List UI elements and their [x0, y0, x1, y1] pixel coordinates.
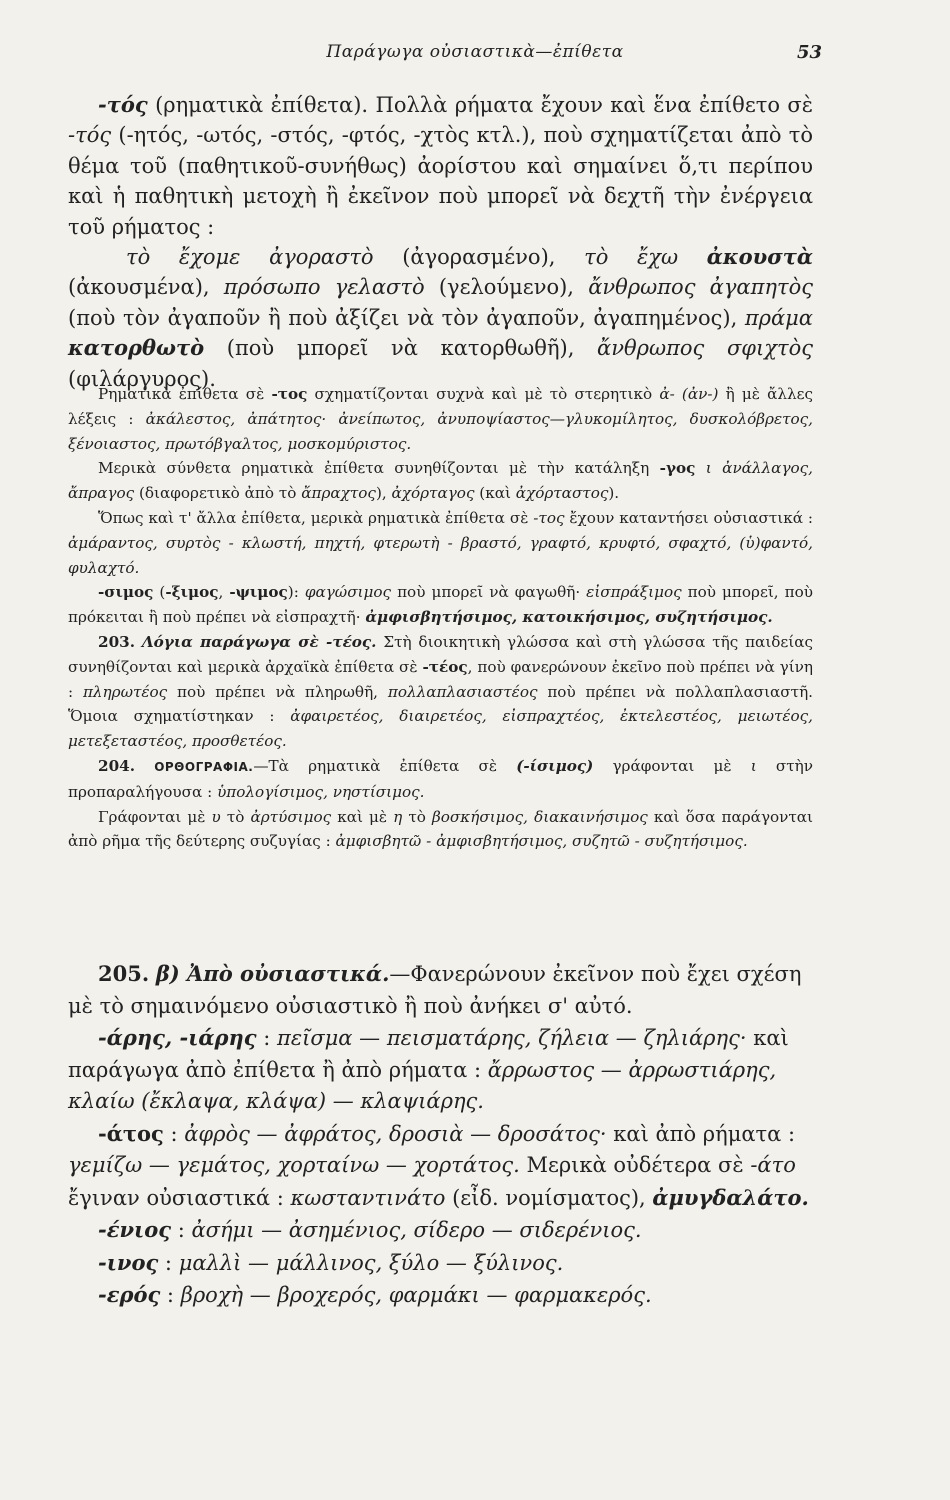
paragraph-nominalized: Ὅπως καὶ τ' ἄλλα ἐπίθετα, μερικὰ ρηματικὰ ἐπίθετα σὲ -τος ἔχουν καταντήσει οὐσιαστικά : ἀμάραντος, συρτὸς - κλωστή, πηχτή, φτερωτὴ - βραστό, γραφτό, κρυφτό, σφαχτό, (ὑ)φαντό, φυλαχτό.: [68, 508, 813, 577]
section-number: 204.: [98, 756, 135, 775]
section-number: 203.: [98, 632, 135, 651]
paragraph-verbal-adjectives: -τός (ρηματικὰ ἐπίθετα). Πολλὰ ρήματα ἔχουν καὶ ἕνα ἐπίθετο σὲ -τός (-ητός, -ωτός, -στός, -φτός, -χτὸς κτλ.), ποὺ σχηματίζεται ἀπὸ τὸ θέμα τοῦ (παθητικοῦ-συνήθως) ἀορίστου καὶ σημαίνει ὅ,τι περίπου καὶ ἡ παθητικὴ μετοχὴ ἢ ἐκεῖνον ποὺ μπορεῖ νὰ δεχτῆ τὴν ἐνέργεια τοῦ ρήματος :: [68, 92, 813, 239]
page-number: 53: [796, 42, 822, 63]
running-header: [0, 42, 950, 72]
paragraph-privative: Ρηματικὰ ἐπίθετα σὲ -τος σχηματίζονται συχνὰ καὶ μὲ τὸ στερητικὸ ἀ- (ἀν-) ἢ μὲ ἄλλες λέξεις : ἀκάλεστος, ἀπάτητος· ἀνείπωτος, ἀνυποψίαστος—γλυκομίλητος, δυσκολόβρετος, ξένοιαστος, πρωτόβγαλτος, μοσκομύριστος.: [68, 385, 814, 453]
paragraph-spelling: Γράφονται μὲ υ τὸ ἀρτύσιμος καὶ μὲ η τὸ βοσκήσιμος, διακαινήσιμος καὶ ὅσα παράγονται ἀπὸ ρῆμα τῆς δεύτερης συζυγίας : ἀμφισβητῶ - ἀμφισβητήσιμος, συζητῶ - συζητήσιμος.: [68, 807, 814, 851]
section-205: [68, 958, 813, 1312]
section-title: Λόγια παράγωγα σὲ -τέος.: [141, 632, 377, 651]
section-small-print: [68, 382, 813, 854]
running-title: Παράγωγα οὐσιαστικὰ—ἐπίθετα: [326, 42, 624, 62]
suffix-aris: -άρης, -ιάρης : πεῖσμα — πεισματάρης, ζήλεια — ζηλιάρης· καὶ παράγωγα ἀπὸ ἐπίθετα ἢ ἀπὸ ρήματα : ἄρρωστος — ἀρρωστιάρης, κλαίω (ἔκλαψα, κλάψα) — κλαψιάρης.: [68, 1025, 789, 1113]
section-number: 205.: [98, 961, 150, 986]
section-203: 203. Λόγια παράγωγα σὲ -τέος. Στὴ διοικητικὴ γλώσσα καὶ στὴ γλώσσα τῆς παιδείας συνηθίζονται καὶ μερικὰ ἀρχαϊκὰ ἐπίθετα σὲ -τέος, ποὺ φανερώνουν ἐκεῖνο ποὺ πρέπει νὰ γίνη : πληρωτέος ποὺ πρέπει νὰ πληρωθῆ, πολλαπλασιαστέος ποὺ πρέπει νὰ πολλαπλασιαστῆ. Ὅμοια σχηματίστηκαν : ἀφαιρετέος, διαιρετέος, εἰσπραχτέος, ἐκτελεστέος, μειωτέος, μετεξεταστέος, προσθετέος.: [68, 632, 814, 751]
suffix-atos: -άτος : ἀφρὸς — ἀφράτος, δροσιὰ — δροσάτος· καὶ ἀπὸ ρήματα : γεμίζω — γεμάτος, χορταίνω — χορτάτος. Μερικὰ οὐδέτερα σὲ -άτο ἔγιναν οὐσιαστικά : κωσταντινάτο (εἶδ. νομίσματος), ἀμυγδαλάτο.: [68, 1120, 809, 1210]
suffix-eros: -ερός : βροχὴ — βροχερός, φαρμάκι — φαρμακερός.: [98, 1282, 652, 1307]
paragraph-compound: Μερικὰ σύνθετα ρηματικὰ ἐπίθετα συνηθίζονται μὲ τὴν κατάληξη -γος ι ἀνάλλαγος, ἄπραγος (διαφορετικὸ ἀπὸ τὸ ἄπραχτος), ἀχόρταγος (καὶ ἀχόρταστος).: [68, 459, 813, 503]
section-top: [68, 90, 813, 394]
section-title: β) Ἀπὸ οὐσιαστικά.: [155, 961, 390, 986]
paragraph-simos: -σιμος (-ξιμος, -ψιμος): φαγώσιμος ποὺ μπορεῖ νὰ φαγωθῆ· εἰσπράξιμος ποὺ μπορεῖ, ποὺ πρόκειται ἢ ποὺ πρέπει νὰ εἰσπραχτῆ· ἀμφισβητήσιμος, κατοικήσιμος, συζητήσιμος.: [68, 583, 814, 627]
suffix-heading: -τός: [98, 92, 148, 117]
section-205-intro: 205. β) Ἀπὸ οὐσιαστικά.—Φανερώνουν ἐκεῖνον ποὺ ἔχει σχέση μὲ τὸ σημαινόμενο οὐσιαστικὸ ἢ ποὺ ἀνήκει σ' αὐτό.: [68, 961, 802, 1018]
suffix-inos: -ινος : μαλλὶ — μάλλινος, ξύλο — ξύλινος.: [98, 1249, 564, 1275]
section-204: 204. ΟΡΘΟΓΡΑΦΙΑ.—Τὰ ρηματικὰ ἐπίθετα σὲ (-ίσιμος) γράφονται μὲ ι στὴν προπαραλήγουσα : ὑπολογίσιμος, νηστίσιμος.: [68, 756, 813, 801]
suffix-enios: -ένιος : ἀσήμι — ἀσημένιος, σίδερο — σιδερένιος.: [98, 1217, 642, 1242]
section-title: ΟΡΘΟΓΡΑΦΙΑ.: [154, 759, 254, 774]
paragraph-examples: τὸ ἔχομε ἀγοραστὸ (ἀγορασμένο), τὸ ἔχω ἀκουστὰ (ἀκουσμένα), πρόσωπο γελαστὸ (γελούμενο), ἄνθρωπος ἀγαπητὸς (ποὺ τὸν ἀγαποῦν ἢ ποὺ ἀξίζει νὰ τὸν ἀγαποῦν, ἀγαπημένος), πράμα κατορθωτὸ (ποὺ μπορεῖ νὰ κατορθωθῆ), ἄνθρωπος σφιχτὸς (φιλάργυρος).: [68, 244, 813, 391]
